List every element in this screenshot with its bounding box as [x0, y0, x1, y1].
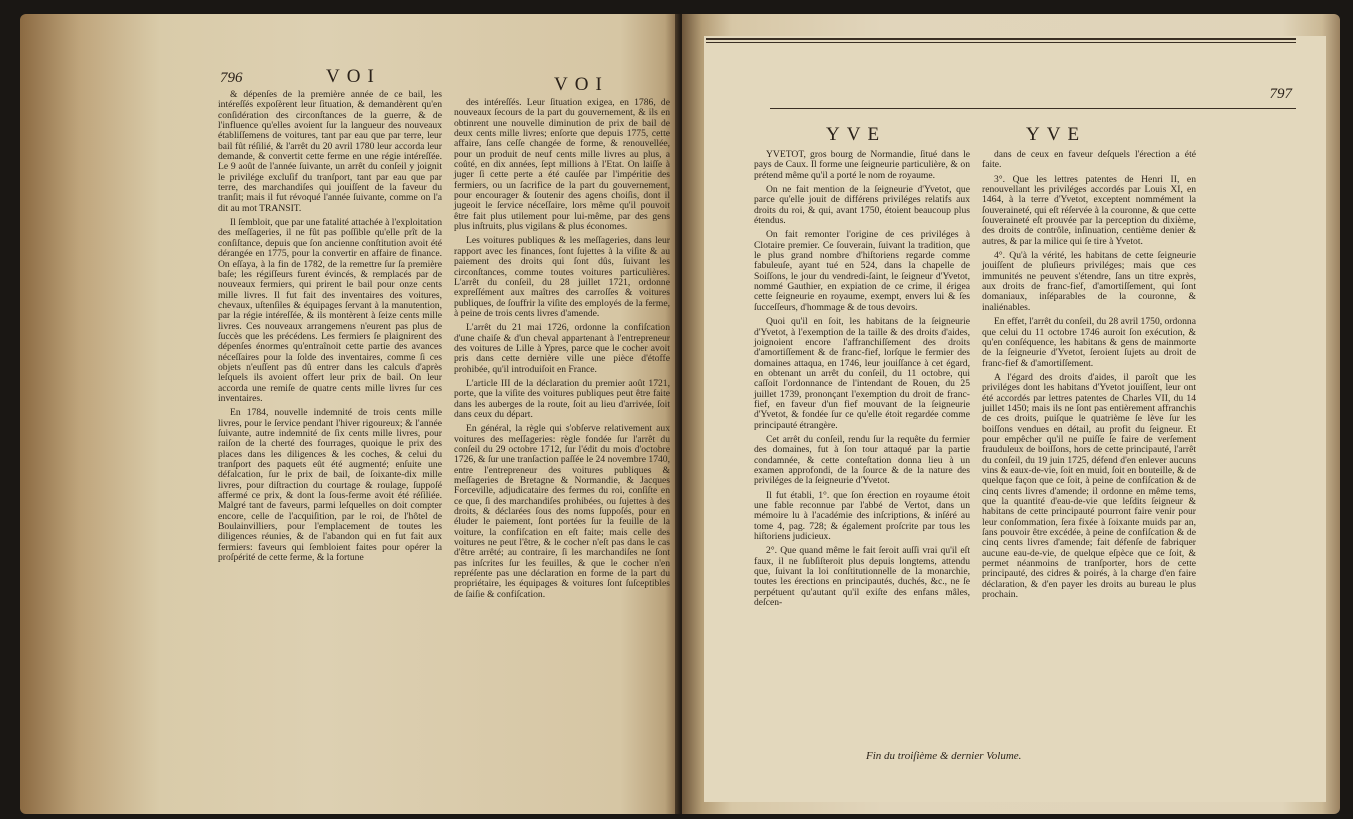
paragraph: 2°. Que quand même le fait ſeroit auſſi vrai qu'il eſt faux, il ne ſubſiſteroit plus depuis longtems, attendu que, ſuivant la loi conſtitutionnelle de la monarchie, toutes les érections en principautés, duchés, &c., ne ſe perpétuent qu'autant qu'il exiſte des enfans mâles, deſcen-	[754, 545, 970, 609]
paragraph: YVETOT, gros bourg de Normandie, ſitué dans le pays de Caux. Il forme une ſeigneurie particulière, & on prétend même qu'il a porté le nom de royaume.	[754, 149, 970, 181]
right-column-1	[754, 150, 970, 612]
paragraph: Il ſembloit, que par une fatalité attachée à l'exploitation des meſſageries, il ne fût pas poſſible qu'elle prît de la conſiſtance, depuis que ſon ancienne conſtitution avoit été dérangée en 1775, pour la convertir en affaire de finance. On eſſaya, à la fin de 1782, de la remettre ſur ſa première baſe; les régiſſeurs furent évincés, & remplacés par de nouveaux fermiers, qui prirent le bail pour onze cents mille livres. Il fut fait des inventaires des voitures, chevaux, uſtenſiles & équipages ſervant à la manutention, par la régie intéreſſée, & ils montèrent à ſeize cents mille livres. Ces nouveaux arrangemens n'eurent pas plus de ſuccès que les précédens. Les fermiers ſe plaignirent des dépenſes énormes qu'entraînoit cette partie des avances néceſſaires pour la ſolde des inventaires, comme ſi ces objets n'euſſent pas dû entrer dans les calculs d'après leſquels ils avoient offert leur prix de bail. On leur accorda une remiſe de quatre cents mille livres ſur ces inventaires.	[218, 217, 442, 404]
paragraph: En effet, l'arrêt du conſeil, du 28 avril 1750, ordonna que celui du 11 octobre 1746 auroit ſon exécution, & qu'en conſéquence, les habitans & gens de mainmorte de la ſeigneurie d'Yvetot, ſeroient ſujets au droit de franc-fief & d'amortiſſement.	[982, 316, 1196, 369]
top-rule	[706, 38, 1296, 40]
right-running-head-left: YVE	[826, 124, 887, 145]
paragraph: En 1784, nouvelle indemnité de trois cents mille livres, pour le ſervice pendant l'hiver rigoureux; & l'année ſuivante, autre indemnité de ſix cents mille livres, pour raiſon de la cherté des fourrages, quoique le prix des places dans les diligences & les coches, & celui du tranſport des paquets eût été augmenté; enſuite une défalcation, ſur le prix de bail, de ſoixante-dix mille livres, pour diſtraction du courtage & roulage, ſuppoſé affermé ce prix, & dont la ſous-ferme avoit été réſiliée. Malgré tant de faveurs, parmi leſquelles on doit compter encore, celle de l'acquiſition, par le roi, de l'hôtel de Boulainvilliers, pour l'emplacement de toutes les diligences réunies, & de l'abandon qui en fut fait aux fermiers: faveurs qui ſembloient faites pour opérer la proſpérité de cette ferme, & la fortune	[218, 407, 442, 564]
left-column-1	[218, 90, 442, 567]
top-rule-thin	[706, 42, 1296, 43]
paragraph: 3°. Que les lettres patentes de Henri II, en renouvellant les priviléges accordés par Louis XI, en 1464, à la terre d'Yvetot, exceptent nommément la ſouveraineté, qui eſt réſervée à la couronne, & que cette ſouveraineté eſt prouvée par la perception du dixième, des droits de contrôle, inſinuation, centième denier & autres, & par la milice qui ſe tire à Yvetot.	[982, 173, 1196, 247]
paragraph: En général, la règle qui s'obſerve relativement aux voitures des meſſageries: règle fondée ſur l'arrêt du conſeil du 29 octobre 1712, ſur l'édit du mois d'octobre 1726, & ſur une tranſaction paſſée le 24 novembre 1740, entre l'entrepreneur des voitures publiques & meſſageries de Bretagne & Normandie, & Jacques Forceville, adjudicataire des fermes du roi, conſiſte en ce que, ſi des marchandiſes prohibées, ou ſujettes à des droits, & déclarées ſous des noms ſuppoſés, pour en éluder le paiement, ſont portées ſur la feuille de la voiture, la confiſcation en eſt faite; mais celle des voitures ne peut l'être, & le cocher n'eſt pas dans le cas d'être arrêté; au contraire, ſi les marchandiſes ne ſont pas inſcrites ſur les feuilles, & que le cocher n'en repréſente pas une déclaration en forme de la part du propriétaire, les équipages & voitures ſont ſuſceptibles de ſaiſie & confiſcation.	[454, 423, 670, 600]
paragraph: Cet arrêt du conſeil, rendu ſur la requête du fermier des domaines, fut à ſon tour attaqué par la partie condamnée, & cette conteſtation donna lieu à un examen approfondi, de la ſource & de la nature des priviléges de la ſeigneurie d'Yvetot.	[754, 433, 970, 487]
paragraph: On ne fait mention de la ſeigneurie d'Yvetot, que parce qu'elle jouit de différens priviléges relatifs aux droits du roi, & qui, avant 1750, étoient beaucoup plus étendus.	[754, 184, 970, 227]
paragraph: 4°. Qu'à la vérité, les habitans de cette ſeigneurie jouiſſent de pluſieurs priviléges; mais que ces immunités ne peuvent s'étendre, ſans un titre exprès, aux droits de franc-fief, d'amortiſſement, qui ſont domaniaux, inſéparables de la couronne, & inaliénables.	[982, 250, 1196, 313]
paragraph: Les voitures publiques & les meſſageries, dans leur rapport avec les finances, ſont ſujettes à la viſite & au paiement des droits qui ſont dûs, ſuivant les circonſtances, comme toutes voitures particulières. L'arrêt du conſeil, du 28 juillet 1721, ordonne expreſſément aux maîtres des carroſſes & voitures publiques, de ſouffrir la viſite des employés de la ferme, à peine de trois cents livres d'amende.	[454, 235, 670, 319]
right-page-number: 797	[1269, 86, 1292, 102]
paragraph: Il fut établi, 1°. que ſon érection en royaume étoit une fable reconnue par l'abbé de Vertot, dans un mémoire lu à l'académie des inſcriptions, & inſéré au tome 4, pag. 728; & également proſcrite par tous les hiſtoriens judicieux.	[754, 489, 970, 543]
paragraph: dans de ceux en faveur deſquels l'érection a été faite.	[982, 149, 1196, 171]
left-page-number: 796	[220, 70, 243, 86]
paragraph: L'article III de la déclaration du premier août 1721, porte, que la viſite des voitures publiques peut être faite dans les auberges de la route, ſoit au lieu d'arrivée, ſoit dans ceux du départ.	[454, 377, 670, 420]
paragraph: Quoi qu'il en ſoit, les habitans de la ſeigneurie d'Yvetot, à l'exemption de la taille & des droits d'aides, joignoient encore l'affranchiſſement des droits d'amortiſſement & de franc-fief, lorſque le fermier des domaines attaqua, en 1746, leur jouiſſance à cet égard, en obtenant un arrêt du conſeil, du 11 octobre, qui caſſoit l'ordonnance de l'intendant de Rouen, du 25 juillet 1739, prononçant l'exemption du droit de franc-fief, en faveur d'un fief mouvant de la ſeigneurie d'Yvetot, & fondée ſur ce qu'elle étoit regardée comme principauté étrangère.	[754, 316, 970, 431]
left-running-head: VOI	[326, 66, 381, 87]
left-column-2	[454, 98, 670, 604]
left-running-head-col2: VOI	[554, 74, 609, 95]
open-book	[20, 14, 1340, 814]
end-of-volume-note: Fin du troiſième & dernier Volume.	[866, 750, 1022, 762]
paragraph: des intéreſſés. Leur ſituation exigea, en 1786, de nouveaux ſecours de la part du gouvernement, & ils en obtinrent une nouvelle diminution de prix de bail de deux cents mille livres; enſorte que depuis 1775, cette affaire, ſans ceſſe changée de forme, & renouvellée, pour un produit de neuf cents mille livres au plus, a coûté, en dix années, ſept millions à l'Etat. On laiſſe à juger ſi cette perte a été cauſée par l'impéritie des fermiers, ou un ſacrifice de la part du gouvernement, pour encourager & ſoutenir des agens choiſis, dont il jugeoit le ſervice néceſſaire, lors même qu'il pouvoit être fait plus utilement pour lui-même, par des gens plus inſtruits, plus vigilans & plus économes.	[454, 97, 670, 233]
paragraph: L'arrêt du 21 mai 1726, ordonne la confiſcation d'une chaiſe & d'un cheval appartenant à l'entrepreneur des voitures de Lille à Ypres, parce que le cocher avoit pris dans cette dernière ville une pièce d'étoffe prohibée, qu'il introduiſoit en France.	[454, 322, 670, 375]
paragraph: On fait remonter l'origine de ces priviléges à Clotaire premier. Ce ſouverain, ſuivant la tradition, que le plus grand nombre d'hiſtoriens regarde comme fabuleuſe, ayant tué en 524, dans la chapelle de Soiſſons, le jour du vendredi-ſaint, le ſeigneur d'Yvetot, nommé Gauthier, en expiation de ce crime, il érigea cette ſeigneurie en royaume, exempt, envers lui & ſes ſucceſſeurs, d'hommage & de tous devoirs.	[754, 229, 970, 313]
left-page	[20, 14, 680, 814]
paragraph: A l'égard des droits d'aides, il paroît que les priviléges dont les habitans d'Yvetot jouiſſent, leur ont été accordés par lettres patentes de Charles VII, du 14 juillet 1450; mais ils ne ſont pas entièrement affranchis de ces droits, puiſque le quatrième ſe lève ſur les boiſſons vendues en détail, au profit du ſeigneur. Et pour empêcher qu'il ne puiſſe ſe faire de verſement frauduleux de boiſſons, hors de cette principauté, l'arrêt du conſeil, du 19 juin 1725, défend d'en enlever aucuns vins & eaux-de-vie, ſoit en muid, ſoit en bouteille, & de quelque façon que ce ſoit, à peine de confiſcation & de cinq cents livres d'amende; il ordonne en même tems, que la quantité d'eau-de-vie que leſdits ſeigneur & habitans de cette principauté pourront faire venir pour leur conſommation, ſera fixée à ſoixante muids par an, ſans pouvoir être excédée, à peine de confiſcation & de cinq cents livres d'amende; fait défenſe de fabriquer aucune eau-de-vie, de quelque eſpèce que ce ſoit, & permet néanmoins de tranſporter, hors de cette principauté, des cidres & poirés, à la charge d'en faire déclaration, & d'en payer les droits au bureau le plus prochain.	[982, 371, 1196, 601]
paragraph: & dépenſes de la première année de ce bail, les intéreſſés expoſèrent leur ſituation, & demandèrent qu'en conſidération des circonſtances de la guerre, & de l'influence qu'elles avoient ſur la langueur des nouveaux établiſſemens de voitures, tant par eau que par terre, leur bail fût réſilié, & l'arrêt du 20 avril 1780 leur accorda leur demande, & convertit cette ferme en une régie intéreſſée. Le 9 août de l'année ſuivante, un arrêt du conſeil y joignit le privilége excluſif du tranſport, tant par eau que par terre, des marchandiſes qui jouiſſent de la faveur du tranſit; mais il fut révoqué l'année ſuivante, comme on l'a dit au mot TRANSIT.	[218, 89, 442, 214]
right-page	[682, 14, 1340, 814]
right-column-2	[982, 150, 1196, 604]
header-rule	[770, 108, 1296, 109]
right-page-paper	[704, 36, 1326, 802]
right-running-head-right: YVE	[1026, 124, 1087, 145]
